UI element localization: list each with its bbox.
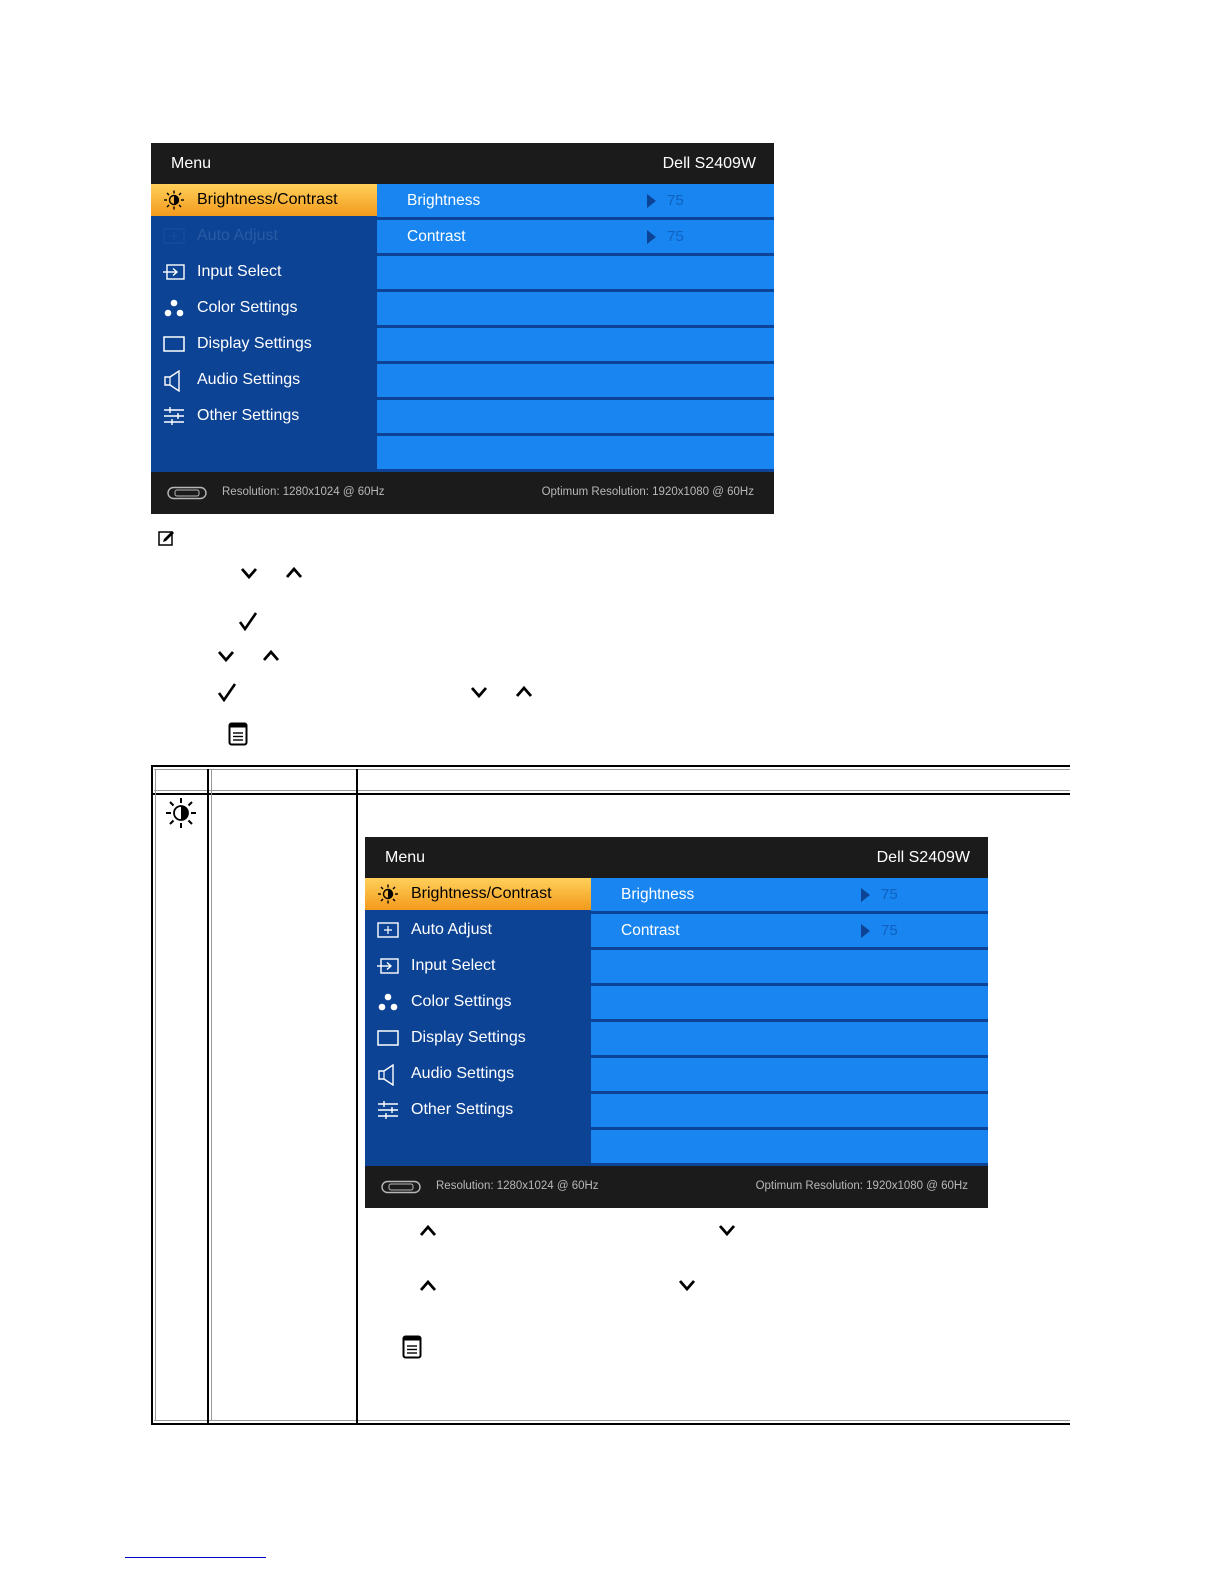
osd-menu-item-label: Brightness/Contrast <box>411 885 552 902</box>
osd-menu-item-label: Audio Settings <box>197 371 301 388</box>
osd-menu-item-label: Auto Adjust <box>197 227 278 244</box>
triangle-right-icon <box>647 194 656 208</box>
check-button-icon <box>238 612 258 631</box>
osd-menu-item[interactable] <box>151 220 377 252</box>
osd-menu-item[interactable] <box>151 400 377 432</box>
other-settings-icon <box>163 406 185 426</box>
osd-menu-item-label: Input Select <box>411 957 496 974</box>
down-button-icon <box>718 1224 736 1236</box>
osd-menu-item[interactable] <box>151 364 377 396</box>
triangle-right-icon <box>861 888 870 902</box>
auto-adjust-icon <box>377 920 399 940</box>
up-button-icon <box>515 686 533 698</box>
down-button-icon <box>240 567 258 579</box>
down-button-icon <box>470 686 488 698</box>
osd-menu-item[interactable] <box>365 986 591 1018</box>
menu-button-icon <box>402 1335 422 1359</box>
auto-adjust-icon <box>163 226 185 246</box>
osd-menu-item[interactable] <box>365 950 591 982</box>
brightness-icon <box>163 190 185 210</box>
osd-submenu-value: 75 <box>667 192 684 209</box>
osd-menu-item[interactable] <box>365 1022 591 1054</box>
brightness-icon <box>165 797 197 829</box>
osd-menu-item[interactable] <box>151 328 377 360</box>
up-button-icon <box>419 1280 437 1292</box>
osd-submenu <box>591 878 988 1166</box>
osd-menu-item-label: Audio Settings <box>411 1065 515 1082</box>
osd-menu-item-label: Display Settings <box>411 1029 526 1046</box>
osd-submenu <box>377 184 774 472</box>
osd-menu-item[interactable] <box>365 1058 591 1090</box>
up-button-icon <box>262 650 280 662</box>
osd-submenu-value: 75 <box>881 886 898 903</box>
input-select-icon <box>377 956 399 976</box>
check-button-icon <box>217 683 237 702</box>
osd-menu-item-label: Color Settings <box>197 299 298 316</box>
audio-settings-icon <box>377 1064 399 1084</box>
osd-submenu-row <box>377 256 774 289</box>
color-settings-icon <box>163 298 185 318</box>
osd-menu-item-label: Input Select <box>197 263 282 280</box>
osd-submenu-row[interactable] <box>377 184 774 217</box>
osd-menu-item-label: Display Settings <box>197 335 312 352</box>
osd-submenu-label: Brightness <box>407 192 481 209</box>
osd-submenu-row <box>591 986 988 1019</box>
up-button-icon <box>419 1225 437 1237</box>
osd-menu-title: Menu <box>171 155 212 172</box>
down-button-icon <box>678 1279 696 1291</box>
osd-menu-title: Menu <box>385 849 426 866</box>
osd-submenu-row[interactable] <box>377 220 774 253</box>
down-button-icon <box>217 650 235 662</box>
osd-submenu-label: Contrast <box>407 228 466 245</box>
triangle-right-icon <box>861 924 870 938</box>
osd-footer <box>151 472 774 514</box>
osd-menu-item[interactable] <box>365 878 591 910</box>
osd-submenu-row <box>591 1130 988 1163</box>
osd-menu-item-label: Other Settings <box>197 407 300 424</box>
osd-submenu-row <box>591 950 988 983</box>
osd-submenu-row[interactable] <box>591 878 988 911</box>
osd-screenshot-main <box>151 143 774 514</box>
osd-submenu-label: Contrast <box>621 922 680 939</box>
osd-header <box>151 143 774 184</box>
osd-menu-item[interactable] <box>151 184 377 216</box>
osd-current-resolution: Resolution: 1280x1024 @ 60Hz <box>436 1180 599 1192</box>
osd-main-menu <box>365 878 591 1166</box>
menu-button-icon <box>228 722 248 746</box>
brightness-icon <box>377 884 399 904</box>
vga-connector-icon <box>167 486 207 500</box>
osd-model-name: Dell S2409W <box>876 849 970 866</box>
osd-menu-item-label: Other Settings <box>411 1101 514 1118</box>
osd-model-name: Dell S2409W <box>662 155 756 172</box>
vga-connector-icon <box>381 1180 421 1194</box>
osd-current-resolution: Resolution: 1280x1024 @ 60Hz <box>222 486 385 498</box>
osd-submenu-row <box>591 1058 988 1091</box>
osd-menu-item-label: Brightness/Contrast <box>197 191 338 208</box>
audio-settings-icon <box>163 370 185 390</box>
other-settings-icon <box>377 1100 399 1120</box>
display-settings-icon <box>163 334 185 354</box>
osd-submenu-value: 75 <box>881 922 898 939</box>
osd-menu-item-label: Auto Adjust <box>411 921 492 938</box>
osd-screenshot-brightness-contrast <box>365 837 988 1208</box>
osd-optimum-resolution: Optimum Resolution: 1920x1080 @ 60Hz <box>541 486 754 498</box>
triangle-right-icon <box>647 230 656 244</box>
osd-menu-item-label: Color Settings <box>411 993 512 1010</box>
footer-link[interactable] <box>125 1557 266 1558</box>
osd-submenu-row <box>377 328 774 361</box>
osd-submenu-row <box>377 436 774 469</box>
osd-main-menu <box>151 184 377 472</box>
osd-submenu-row <box>377 400 774 433</box>
osd-submenu-row <box>591 1094 988 1127</box>
color-settings-icon <box>377 992 399 1012</box>
input-select-icon <box>163 262 185 282</box>
osd-menu-item[interactable] <box>151 292 377 324</box>
osd-submenu-row <box>591 1022 988 1055</box>
osd-header <box>365 837 988 878</box>
osd-submenu-row[interactable] <box>591 914 988 947</box>
osd-optimum-resolution: Optimum Resolution: 1920x1080 @ 60Hz <box>755 1180 968 1192</box>
osd-submenu-row <box>377 292 774 325</box>
display-settings-icon <box>377 1028 399 1048</box>
osd-submenu-label: Brightness <box>621 886 695 903</box>
note-icon <box>158 530 176 547</box>
osd-menu-item[interactable] <box>365 1094 591 1126</box>
osd-footer <box>365 1166 988 1208</box>
osd-submenu-value: 75 <box>667 228 684 245</box>
up-button-icon <box>285 567 303 579</box>
osd-menu-item[interactable] <box>151 256 377 288</box>
osd-menu-item[interactable] <box>365 914 591 946</box>
osd-submenu-row <box>377 364 774 397</box>
